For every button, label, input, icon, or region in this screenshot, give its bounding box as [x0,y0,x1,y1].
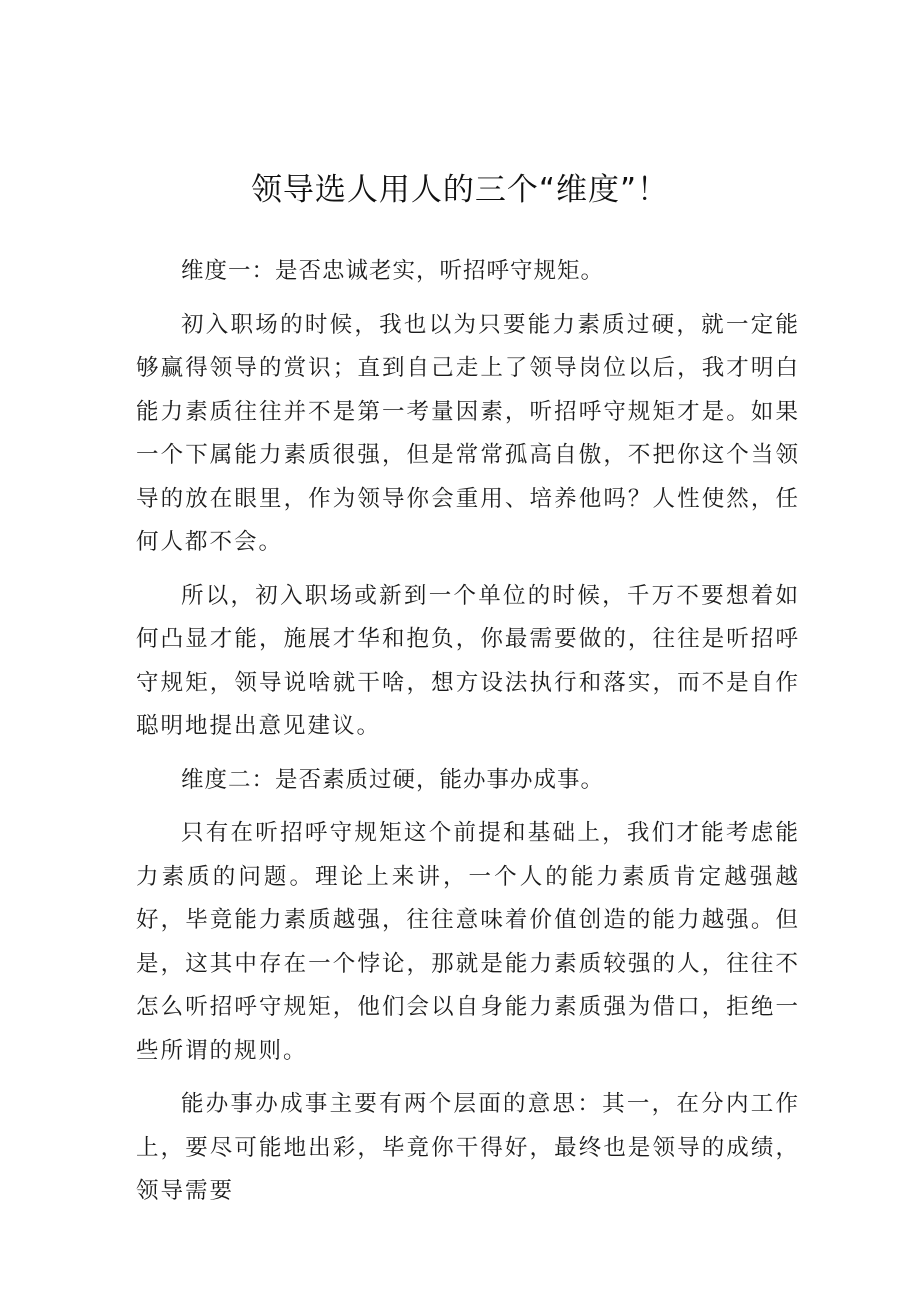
document-body [136,250,800,1224]
document-title: 领导选人用人的三个“维度”！ [250,172,670,208]
paragraph: 能办事办成事主要有两个层面的意思：其一，在分内工作上，要尽可能地出彩，毕竟你干得好，最终也是领导的成绩，领导需要 [136,1091,800,1204]
section-heading-1: 维度一：是否忠诚老实，听招呼守规矩。 [181,258,605,284]
paragraph: 只有在听招呼守规矩这个前提和基础上，我们才能考虑能力素质的问题。理论上来讲，一个人的能力素质肯定越强越好，毕竟能力素质越强，往往意味着价值创造的能力越强。但是，这其中存在一个悖论，那就是能力素质较强的人，往往不怎么听招呼守规矩，他们会以自身能力素质强为借口，拒绝一些所谓的规则。 [136,820,800,1064]
section-heading-2: 维度二：是否素质过硬，能办事办成事。 [181,766,605,793]
paragraph: 初入职场的时候，我也以为只要能力素质过硬，就一定能够赢得领导的赏识；直到自己走上了领导岗位以后，我才明白能力素质往往并不是第一考量因素，听招呼守规矩才是。如果一个下属能力素质很强，但是常常孤高自傲，不把你这个当领导的放在眼里，作为领导你会重用、培养他吗？人性使然，任何人都不会。 [136,311,800,555]
paragraph: 所以，初入职场或新到一个单位的时候，千万不要想着如何凸显才能，施展才华和抱负，你最需要做的，往往是听招呼守规矩，领导说啥就干啥，想方设法执行和落实，而不是自作聪明地提出意见建议。 [136,582,800,739]
